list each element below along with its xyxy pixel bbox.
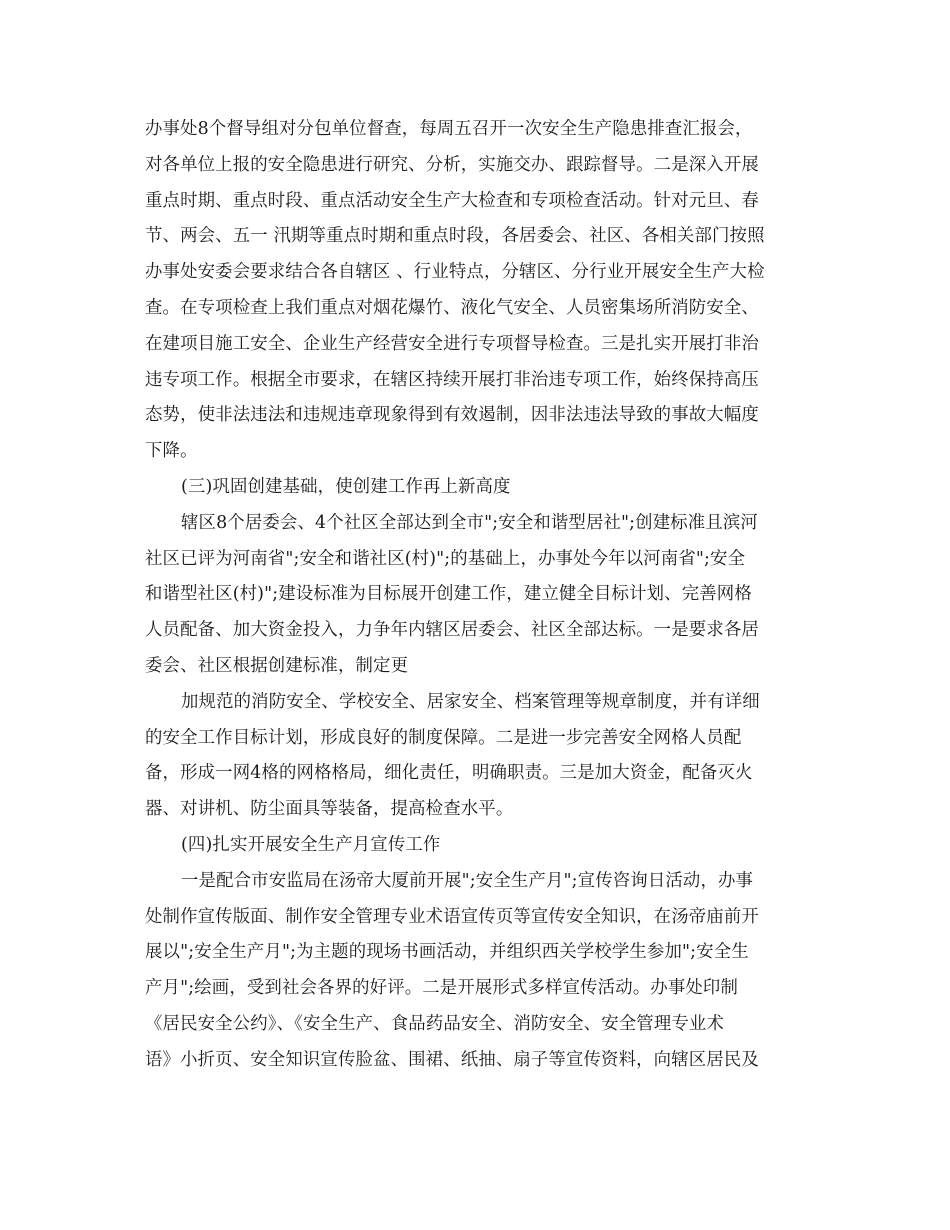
text-line: 重点时期、重点时段、重点活动安全生产大检查和专项检查活动。针对元旦、春 xyxy=(145,190,759,211)
text-line: 备，形成一网4格的网格格局，细化责任，明确职责。三是加大资金，配备灭火 xyxy=(145,763,753,784)
text-line: 加规范的消防安全、学校安全、居家安全、档案管理等规章制度，并有详细 xyxy=(181,691,760,712)
section-heading: (三)巩固创建基础，使创建工作再上新高度 xyxy=(181,476,511,497)
text-line: 和谐型社区(村)";建设标准为目标展开创建工作，建立健全目标计划、完善网格 xyxy=(145,584,752,605)
text-line: 语》小折页、安全知识宣传脸盆、围裙、纸抽、扇子等宣传资料，向辖区居民及 xyxy=(145,1049,759,1070)
text-line: 处制作宣传版面、制作安全管理专业术语宣传页等宣传安全知识，在汤帝庙前开 xyxy=(145,906,759,927)
text-line: 社区已评为河南省";安全和谐社区(村)";的基础上，办事处今年以河南省";安全 xyxy=(145,548,746,569)
section-heading: (四)扎实开展安全生产月宣传工作 xyxy=(181,834,441,855)
text-line: 产月";绘画，受到社会各界的好评。二是开展形式多样宣传活动。办事处印制 xyxy=(145,978,739,999)
text-line: 委会、社区根据创建标准，制定更 xyxy=(145,655,409,676)
text-line: 人员配备、加大资金投入，力争年内辖区居委会、社区全部达标。一是要求各居 xyxy=(145,620,759,641)
text-line: 器、对讲机、防尘面具等装备，提高检查水平。 xyxy=(145,799,514,820)
text-line: 《居民安全公约》、《安全生产、食品药品安全、消防安全、安全管理专业术 xyxy=(145,1013,724,1034)
text-line: 节、两会、五一 汛期等重点时期和重点时段，各居委会、社区、各相关部门按照 xyxy=(145,226,765,247)
document-body xyxy=(145,112,807,1079)
text-line: 的安全工作目标计划，形成良好的制度保障。二是进一步完善安全网格人员配 xyxy=(145,727,742,748)
text-line: 办事处8个督导组对分包单位督查，每周五召开一次安全生产隐患排查汇报会， xyxy=(145,119,753,139)
text-line: 下降。 xyxy=(145,441,198,462)
text-line: 办事处安委会要求结合各自辖区 、行业特点，分辖区、分行业开展安全生产大检 xyxy=(145,262,765,283)
text-line: 一是配合市安监局在汤帝大厦前开展";安全生产月";宣传咨询日活动，办事 xyxy=(181,870,754,891)
text-line: 在建项目施工安全、企业生产经营安全进行专项督导检查。三是扎实开展打非治 xyxy=(145,333,759,354)
text-line: 展以";安全生产月";为主题的现场书画活动，并组织西关学校学生参加";安全生 xyxy=(145,942,749,963)
text-line: 查。在专项检查上我们重点对烟花爆竹、液化气安全、人员密集场所消防安全、 xyxy=(145,297,759,318)
text-line: 违专项工作。根据全市要求，在辖区持续开展打非治违专项工作，始终保持高压 xyxy=(145,369,759,390)
text-line: 辖区8个居委会、4个社区全部达到全市";安全和谐型居社";创建标准且滨河 xyxy=(181,512,758,533)
text-line: 态势，使非法违法和违规违章现象得到有效遏制，因非法违法导致的事故大幅度 xyxy=(145,405,759,426)
text-line: 对各单位上报的安全隐患进行研究、分析，实施交办、跟踪督导。二是深入开展 xyxy=(145,154,759,175)
